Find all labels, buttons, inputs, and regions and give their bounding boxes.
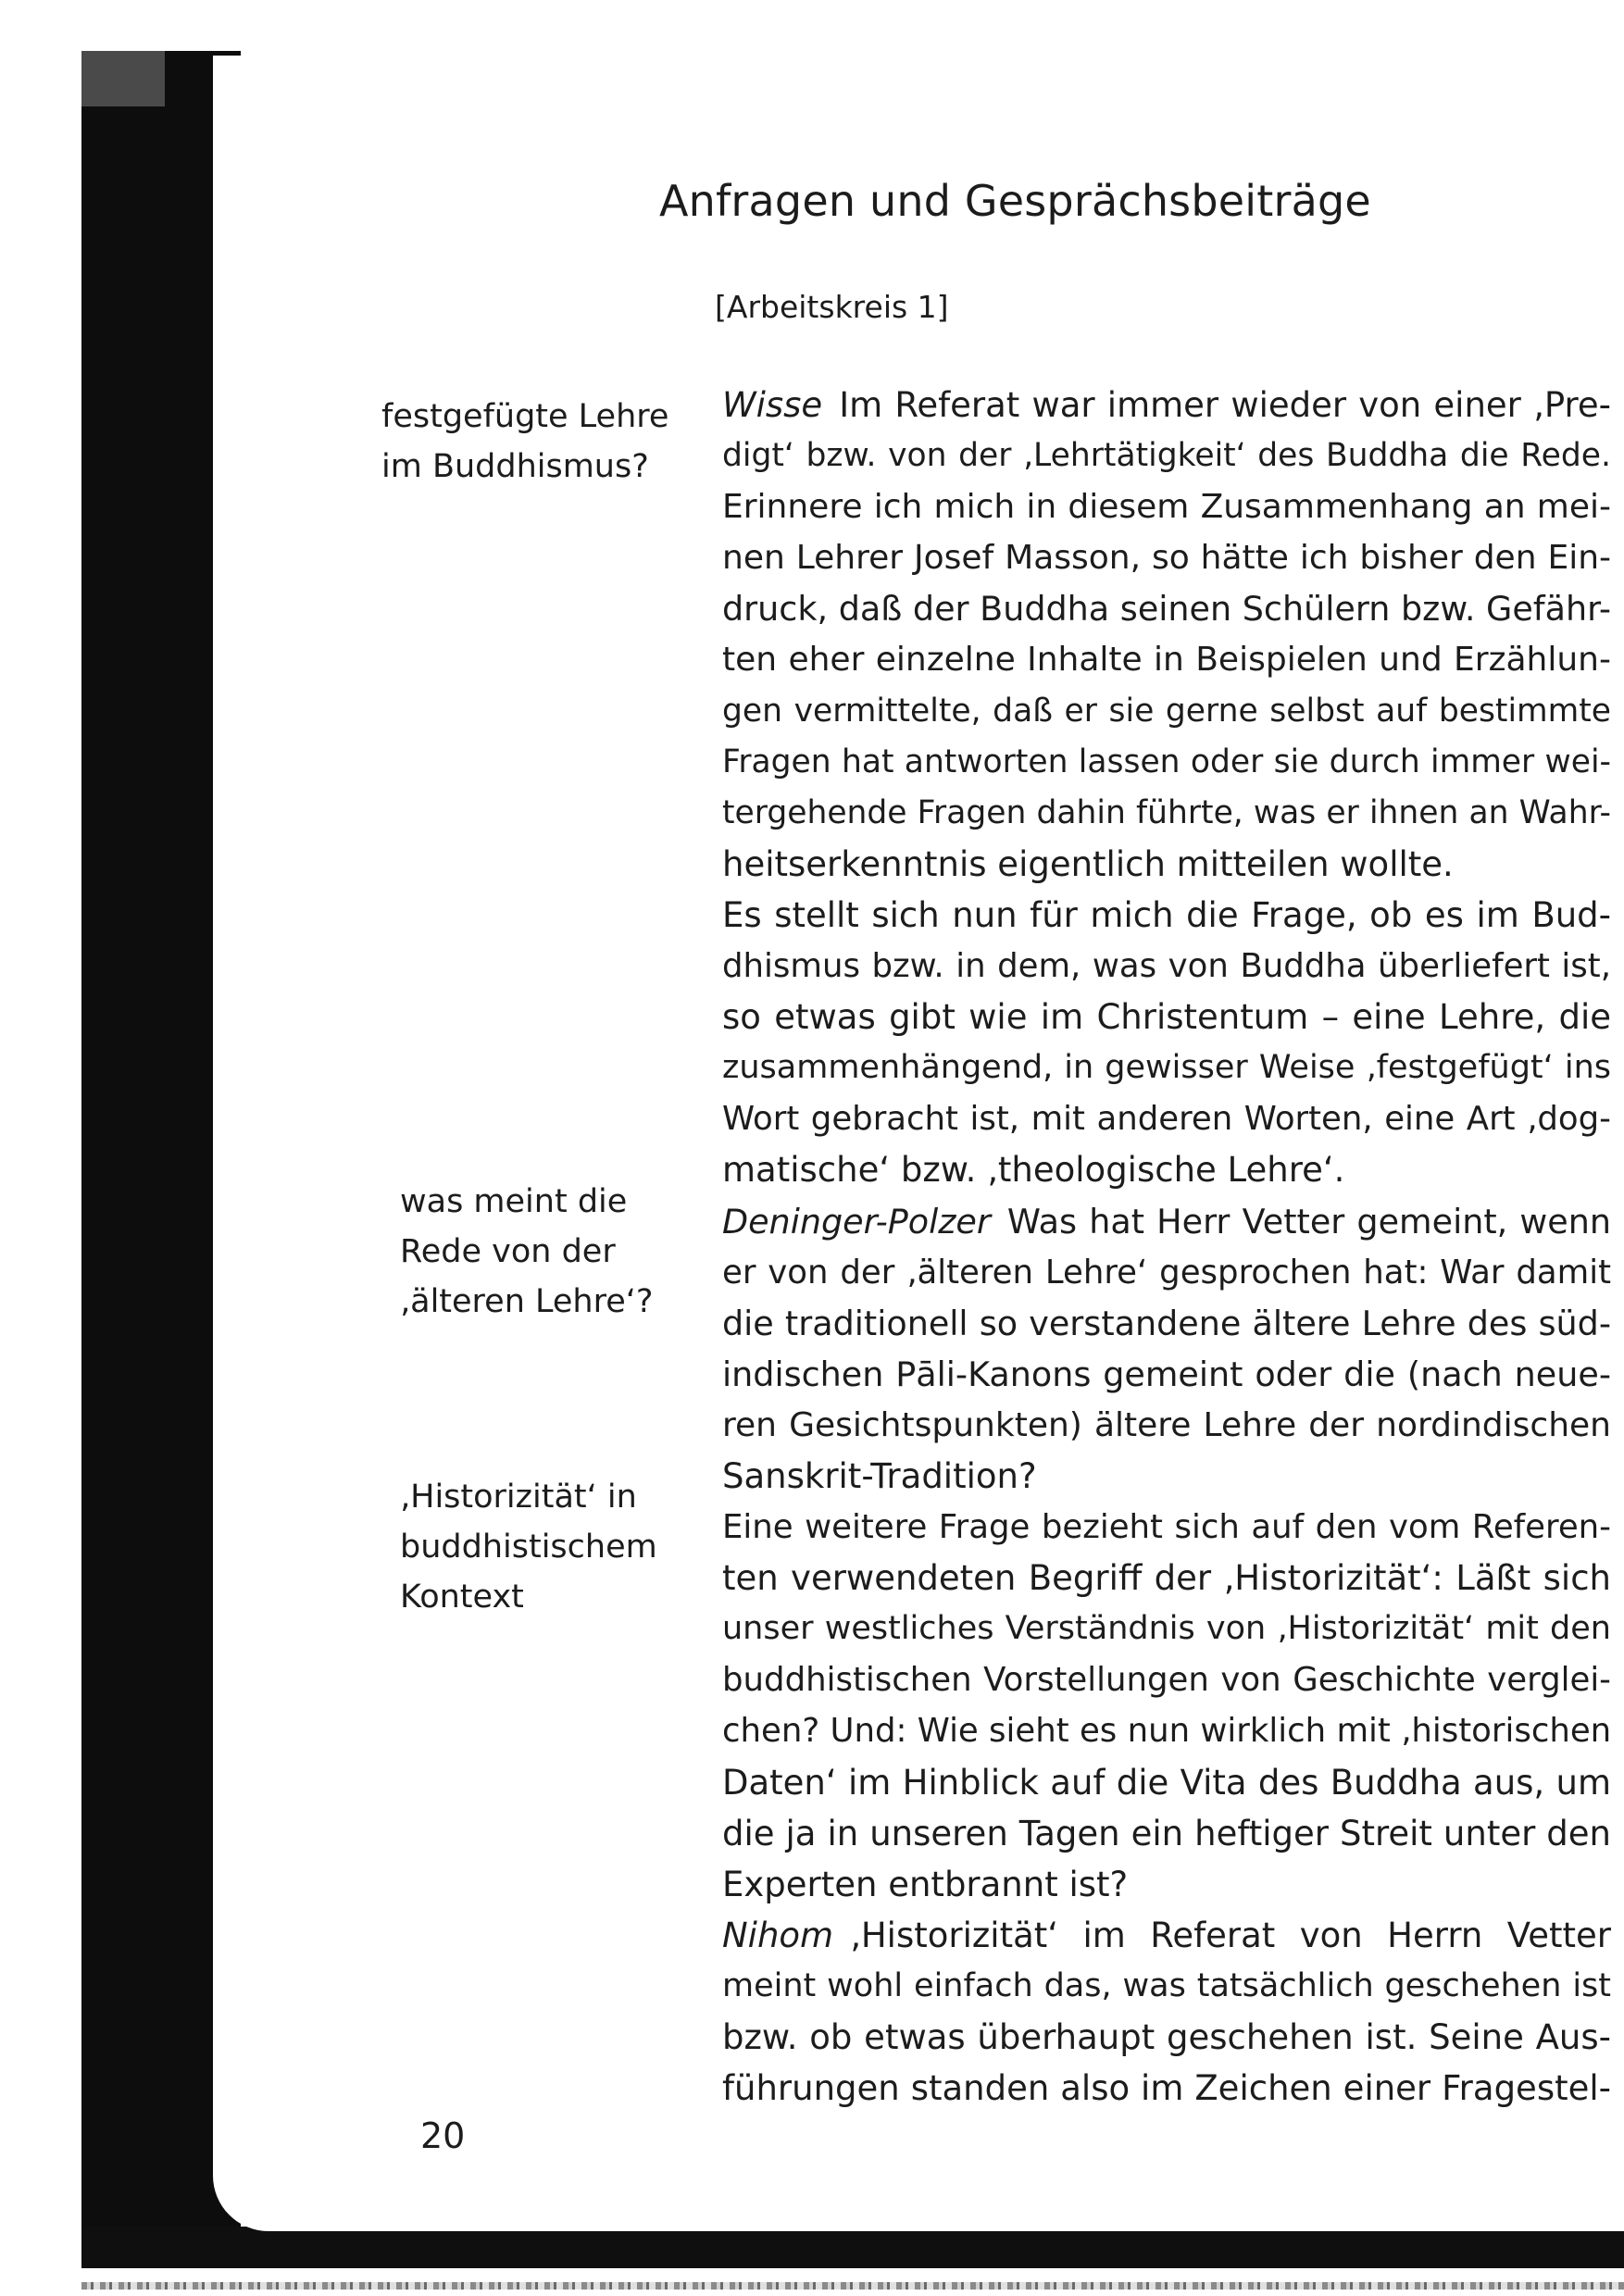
margin-note-line: im Buddhismus?: [381, 448, 649, 485]
body-line: ten verwendeten Begriff der ‚Historizität‘: Läßt sich: [722, 1558, 1611, 1599]
body-line: Eine weitere Frage bezieht sich auf den vom Referen-: [722, 1508, 1611, 1547]
margin-note-line: Rede von der: [400, 1233, 616, 1270]
body-line: Daten‘ im Hinblick auf die Vita des Buddha aus, um: [722, 1762, 1611, 1803]
body-line: digt‘ bzw. von der ‚Lehrtätigkeit‘ des Buddha die Rede.: [722, 437, 1611, 475]
scan-edge-corner: [81, 51, 165, 106]
body-line: tergehende Fragen dahin führte, was er ihnen an Wahr-: [722, 793, 1611, 831]
margin-note-fixed-doctrine: [381, 392, 668, 492]
margin-note-line: buddhistischem: [400, 1529, 657, 1566]
scan-bottom-shadow: [81, 2227, 1624, 2268]
body-line: gen vermittelte, daß er sie gerne selbst auf bestimmte: [722, 692, 1611, 730]
margin-note-line: Kontext: [400, 1578, 524, 1616]
margin-note-line: was meint die: [400, 1183, 628, 1220]
body-line: Experten entbrannt ist?: [722, 1864, 1129, 1904]
speaker-name: Nihom: [722, 1915, 834, 1955]
body-line: Wort gebracht ist, mit anderen Worten, eine Art ‚dog-: [722, 1100, 1611, 1139]
section-label: [Arbeitskreis 1]: [715, 289, 949, 325]
body-line: bzw. ob etwas überhaupt geschehen ist. Seine Aus-: [722, 2017, 1611, 2057]
body-line: er von der ‚älteren Lehre‘ gesprochen hat: War damit: [722, 1253, 1611, 1292]
margin-note-line: ‚Historizität‘ in: [400, 1479, 637, 1516]
body-line: nen Lehrer Josef Masson, so hätte ich bisher den Ein-: [722, 539, 1611, 578]
page-title: Anfragen und Gesprächsbeiträge: [659, 176, 1371, 226]
body-text: [722, 380, 1611, 2114]
body-line: so etwas gibt wie im Christentum – eine Lehre, die: [722, 997, 1611, 1038]
body-line: führungen standen also im Zeichen einer Fragestel-: [722, 2068, 1611, 2109]
body-line: Erinnere ich mich in diesem Zusammenhang an mei-: [722, 488, 1611, 527]
speaker-name: Deninger-Polzer: [722, 1201, 991, 1242]
body-line: dhismus bzw. in dem, was von Buddha überliefert ist,: [722, 947, 1611, 986]
speaker-name: Wisse: [722, 385, 823, 425]
body-line: Deninger-Polzer Was hat Herr Vetter gemeint, wenn: [722, 1201, 1611, 1242]
body-line: Wisse Im Referat war immer wieder von einer ‚Pre-: [722, 385, 1611, 425]
body-line: indischen Pāli-Kanons gemeint oder die (nach neue-: [722, 1354, 1611, 1394]
body-line: Sanskrit-Tradition?: [722, 1455, 1037, 1496]
body-line: chen? Und: Wie sieht es nun wirklich mit ‚historischen: [722, 1712, 1611, 1751]
margin-note-line: festgefügte Lehre: [381, 398, 669, 435]
body-line: Es stellt sich nun für mich die Frage, ob es im Bud-: [722, 894, 1611, 935]
margin-note-line: ‚älteren Lehre‘?: [400, 1283, 654, 1320]
body-line: die ja in unseren Tagen ein heftiger Streit unter den: [722, 1813, 1611, 1853]
margin-note-historicity: [400, 1472, 657, 1622]
body-line: zusammenhängend, in gewisser Weise ‚festgefügt‘ ins: [722, 1049, 1611, 1087]
body-line: Fragen hat antworten lassen oder sie durch immer wei-: [722, 742, 1611, 780]
margin-note-older-teaching: [400, 1177, 653, 1327]
body-line: meint wohl einfach das, was tatsächlich geschehen ist: [722, 1966, 1611, 2004]
body-line: die traditionell so verstandene ältere Lehre des süd-: [722, 1303, 1611, 1343]
body-line: heitserkenntnis eigentlich mitteilen wollte.: [722, 843, 1454, 884]
body-line: buddhistischen Vorstellungen von Geschichte verglei-: [722, 1661, 1611, 1700]
body-line: unser westliches Verständnis von ‚Historizität‘ mit den: [722, 1610, 1611, 1648]
body-line: ren Gesichtspunkten) ältere Lehre der nordindischen: [722, 1405, 1611, 1444]
page-number: 20: [420, 2115, 466, 2156]
body-line: matische‘ bzw. ‚theologische Lehre‘.: [722, 1150, 1345, 1191]
body-line: ten eher einzelne Inhalte in Beispielen und Erzählun-: [722, 641, 1611, 680]
body-line: Nihom ‚Historizität‘ im Referat von Herrn Vetter: [722, 1915, 1611, 1955]
scan-bottom-strip: [81, 2282, 1624, 2290]
body-line: druck, daß der Buddha seinen Schülern bzw. Gefähr-: [722, 589, 1611, 630]
